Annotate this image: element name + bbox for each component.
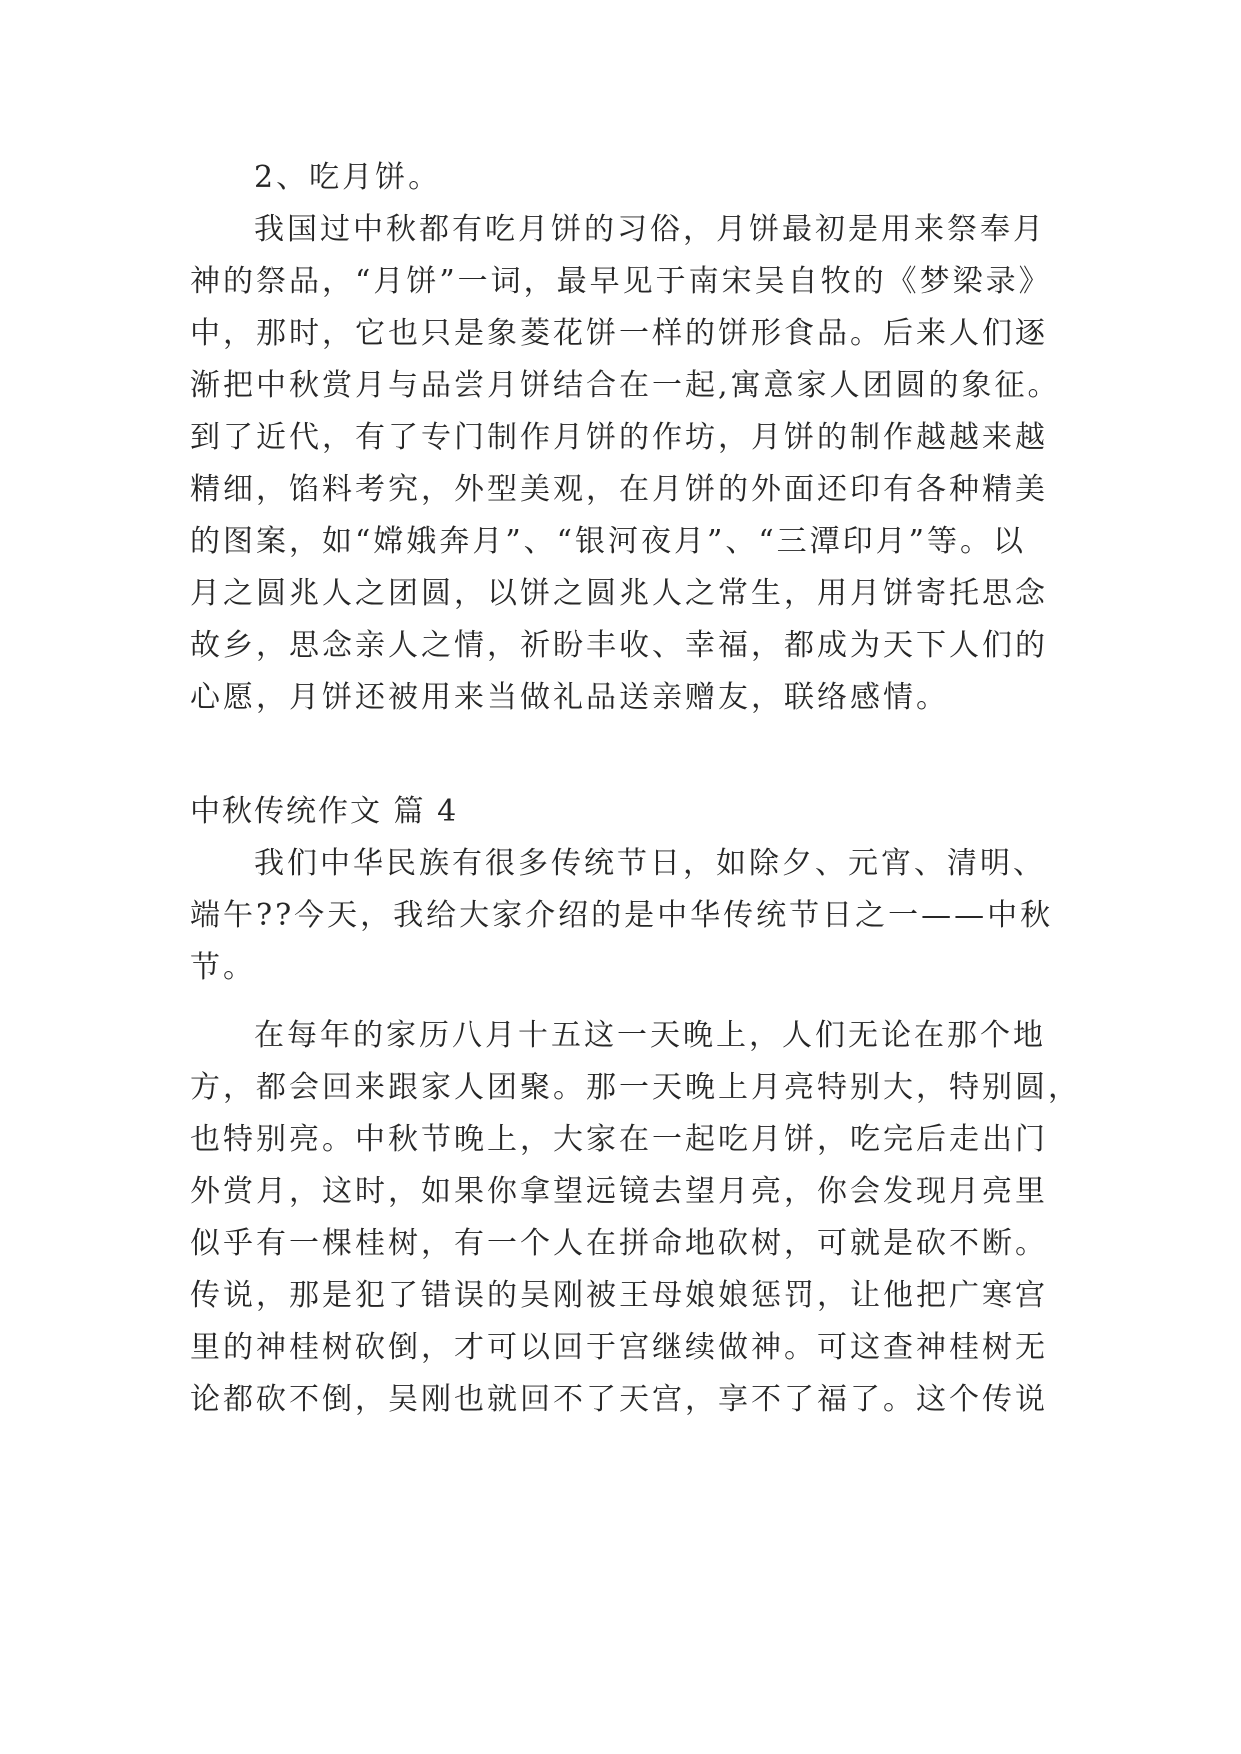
paragraph-line: 我们中华民族有很多传统节日，如除夕、元宵、清明、 <box>254 846 1046 881</box>
paragraph-line: 神的祭品，“月饼”一词，最早见于南宋吴自牧的《梦梁录》 <box>190 264 1052 299</box>
paragraph-line: 论都砍不倒，吴刚也就回不了天宫，享不了福了。这个传说 <box>190 1382 1048 1417</box>
paragraph-line: 故乡，思念亲人之情，祈盼丰收、幸福，都成为天下人们的 <box>190 628 1048 663</box>
paragraph-line: 中，那时，它也只是象菱花饼一样的饼形食品。后来人们逐 <box>190 316 1048 351</box>
section-item-title: 2、吃月饼。 <box>254 160 442 195</box>
essay-heading: 中秋传统作文 篇 4 <box>190 794 459 829</box>
paragraph-line: 端午??今天，我给大家介绍的是中华传统节日之一——中秋 <box>190 898 1054 933</box>
paragraph-line: 的图案，如“嫦娥奔月”、“银河夜月”、“三潭印月”等。以 <box>190 524 1027 559</box>
paragraph-line: 心愿，月饼还被用来当做礼品送亲赠友，联络感情。 <box>190 680 949 715</box>
paragraph-line: 节。 <box>190 950 256 985</box>
paragraph-line: 到了近代，有了专门制作月饼的作坊，月饼的制作越越来越 <box>190 420 1048 455</box>
paragraph-line: 似乎有一棵桂树，有一个人在拼命地砍树，可就是砍不断。 <box>190 1226 1048 1261</box>
paragraph-line: 方，都会回来跟家人团聚。那一天晚上月亮特别大，特别圆， <box>190 1070 1081 1105</box>
paragraph-line: 外赏月，这时，如果你拿望远镜去望月亮，你会发现月亮里 <box>190 1174 1048 1209</box>
paragraph-line: 我国过中秋都有吃月饼的习俗，月饼最初是用来祭奉月 <box>254 212 1046 247</box>
paragraph-line: 在每年的家历八月十五这一天晚上，人们无论在那个地 <box>254 1018 1046 1053</box>
paragraph-line: 精细，馅料考究，外型美观，在月饼的外面还印有各种精美 <box>190 472 1048 507</box>
paragraph-line: 里的神桂树砍倒，才可以回于宫继续做神。可这查神桂树无 <box>190 1330 1048 1365</box>
paragraph-line: 也特别亮。中秋节晚上，大家在一起吃月饼，吃完后走出门 <box>190 1122 1048 1157</box>
paragraph-line: 月之圆兆人之团圆，以饼之圆兆人之常生，用月饼寄托思念 <box>190 576 1048 611</box>
paragraph-line: 渐把中秋赏月与品尝月饼结合在一起,寓意家人团圆的象征。 <box>190 368 1061 403</box>
paragraph-line: 传说，那是犯了错误的吴刚被王母娘娘惩罚，让他把广寒宫 <box>190 1278 1048 1313</box>
